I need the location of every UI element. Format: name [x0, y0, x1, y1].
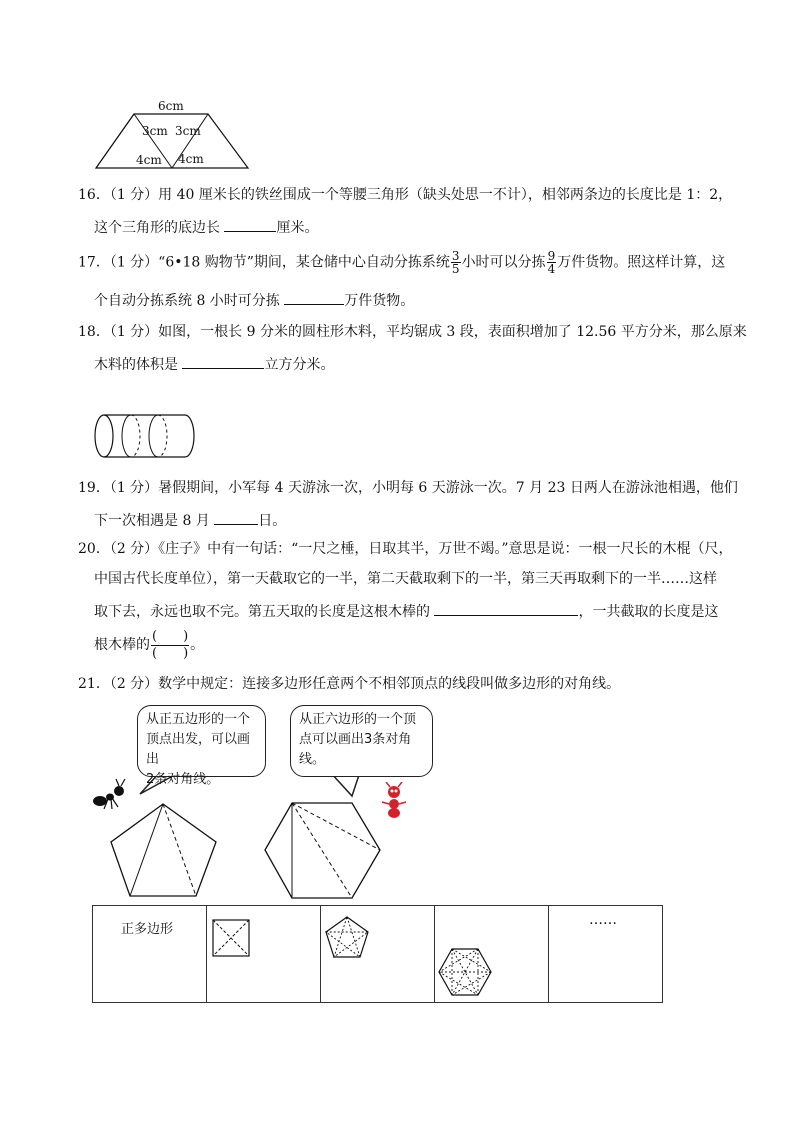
polygon-table	[92, 905, 663, 1003]
bubble-left-line2: 顶点出发，可以画出	[146, 732, 251, 767]
q18-line2	[94, 354, 334, 374]
q20-line3-post: ，一共截取的长度是这	[578, 604, 719, 620]
q19-line2	[94, 510, 286, 530]
pentagon-all-diagonals-figure	[323, 914, 371, 962]
q20-answer-fraction[interactable]	[151, 629, 189, 662]
q20-line3	[94, 601, 718, 621]
label-bottom-right: 4cm	[178, 152, 204, 166]
q20-line4-pre: 根木棒的	[94, 637, 150, 653]
q17-mid: 小时可以分拣	[461, 254, 546, 271]
q17-line2-post: 万件货物。	[344, 293, 415, 309]
pentagon-cell	[321, 906, 435, 1003]
label-bottom-left: 4cm	[136, 153, 162, 167]
q18-line2-pre: 木料的体积是	[94, 357, 183, 373]
q17-fraction-2	[547, 250, 557, 275]
hexagon-all-diagonals-figure	[437, 946, 493, 998]
q17-line2-pre: 个自动分拣系统 8 小时可分拣	[94, 293, 285, 309]
cylinder-figure	[92, 410, 198, 462]
q17-f1-den: 5	[451, 262, 460, 276]
bubble-right-line3: 线。	[299, 752, 326, 767]
hexagon-cell	[435, 906, 549, 1003]
pentagon-diagonals-figure	[108, 800, 220, 900]
q16-line1: 16．（1 分）用 40 厘米长的铁丝围成一个等腰三角形（缺头处思一不计），相邻两条边的长度比是 1：2，	[78, 187, 733, 203]
q17-answer-blank[interactable]	[284, 290, 344, 305]
square-cell	[207, 906, 321, 1003]
q17-line2	[94, 290, 414, 310]
square-diagonals-figure	[211, 918, 253, 960]
q16-answer-blank[interactable]	[224, 217, 276, 232]
q20-frac-den: ( )	[152, 645, 189, 661]
q20-line4	[94, 627, 204, 663]
q18-line2-post: 立方分米。	[264, 357, 335, 373]
table-header-cell	[93, 906, 207, 1003]
bubble-pentagon	[137, 705, 266, 787]
q16-line2-pre: 这个三角形的底边长	[94, 220, 225, 236]
q20-line1: 20．（2 分）《庄子》中有一句话：“一尺之棰，日取其半，万世不竭。”意思是说：一根一尺长的木棍（尺，	[78, 541, 733, 557]
q17-post: 万件货物。照这样计算，这	[557, 254, 726, 271]
q18-answer-blank[interactable]	[182, 354, 264, 369]
label-top: 6cm	[158, 99, 184, 113]
q18-line1: 18．（1 分）如图，一根长 9 分米的圆柱形木料，平均锯成 3 段，表面积增加了 12.56 平方分米，那么原来	[78, 324, 747, 340]
table-header-label: 正多边形	[121, 922, 174, 937]
q19-answer-blank[interactable]	[214, 510, 258, 525]
q20-line4-post: 。	[190, 637, 205, 653]
q17-line1	[78, 250, 725, 275]
q16-line2	[94, 217, 318, 237]
q21-line1: 21．（2 分）数学中规定：连接多边形任意两个不相邻顶点的线段叫做多边形的对角线。	[78, 676, 621, 692]
bubble-hexagon	[290, 705, 433, 777]
q17-f2-num: 9	[547, 249, 556, 263]
label-right-side: 3cm	[175, 124, 201, 138]
q17-f1-num: 3	[451, 249, 460, 263]
q17-pre: 17．（1 分）“6•18 购物节”期间，某仓储中心自动分拣系统	[78, 254, 450, 271]
q19-line2-pre: 下一次相遇是 8 月	[94, 513, 215, 529]
q20-frac-num: ( )	[152, 628, 189, 644]
label-left-side: 3cm	[142, 124, 168, 138]
red-ant-icon	[380, 782, 408, 820]
bubble-left-line1: 从正五边形的一个	[146, 712, 251, 727]
q19-line1: 19．（1 分）暑假期间，小军每 4 天游泳一次，小明每 6 天游泳一次。7 月 23 日两人在游泳池相遇，他们	[78, 480, 738, 496]
ellipsis: ……	[589, 912, 617, 928]
bubble-right-line2: 点可以画出3条对角	[299, 732, 412, 747]
q17-fraction-1	[451, 250, 461, 275]
q20-answer-blank-1[interactable]	[434, 601, 578, 616]
hexagon-diagonals-figure	[262, 800, 382, 902]
q17-f2-den: 4	[547, 262, 556, 276]
q20-line3-pre: 取下去，永远也取不完。第五天取的长度是这根木棒的	[94, 604, 435, 620]
q19-line2-post: 日。	[258, 513, 287, 529]
q20-line2: 中国古代长度单位），第一天截取它的一半，第二天截取剩下的一半，第三天再取剩下的一半……这样	[94, 571, 717, 587]
more-cell	[549, 906, 663, 1003]
bubble-left-line3: 2条对角线。	[146, 772, 220, 787]
bubble-right-line1: 从正六边形的一个顶	[299, 712, 417, 727]
q16-line2-post: 厘米。	[276, 220, 319, 236]
